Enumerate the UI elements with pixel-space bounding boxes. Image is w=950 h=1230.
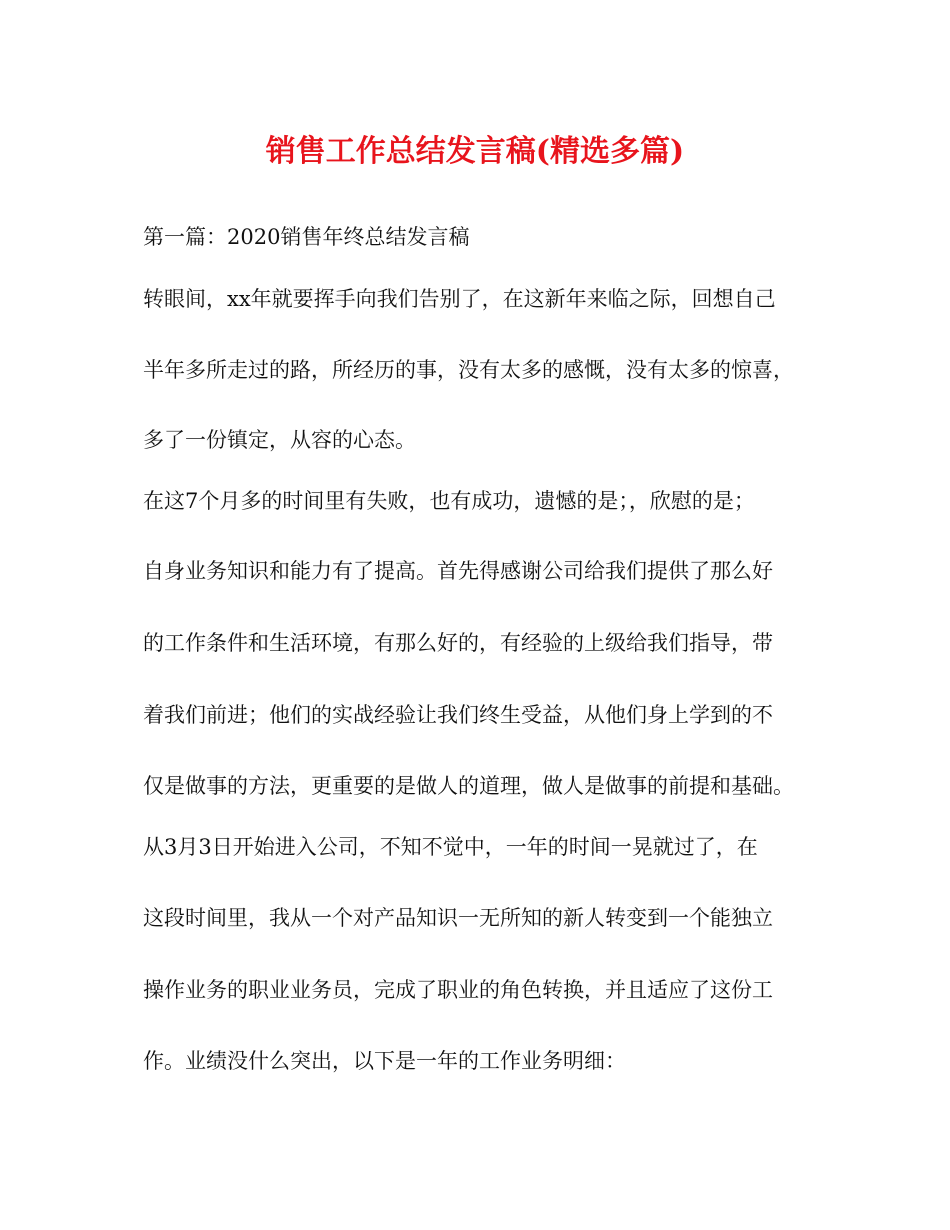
body-line: 作。业绩没什么突出，以下是一年的工作业务明细：: [143, 1049, 626, 1073]
body-line: 着我们前进；他们的实战经验让我们终生受益，从他们身上学到的不: [143, 703, 773, 727]
body-line: 在这7个月多的时间里有失败，也有成功，遗憾的是；，欣慰的是；: [143, 489, 755, 513]
body-line: 的工作条件和生活环境，有那么好的，有经验的上级给我们指导，带: [143, 631, 773, 655]
document-title: 销售工作总结发言稿(精选多篇): [265, 134, 685, 169]
body-line: 自身业务知识和能力有了提高。首先得感谢公司给我们提供了那么好: [143, 559, 773, 583]
body-line: 从3月3日开始进入公司，不知不觉中，一年的时间一晃就过了，在: [143, 835, 758, 859]
body-line: 仅是做事的方法，更重要的是做人的道理，做人是做事的前提和基础。: [143, 774, 794, 798]
section-heading: 第一篇：2020销售年终总结发言稿: [143, 225, 470, 249]
body-line: 转眼间，xx年就要挥手向我们告别了，在这新年来临之际，回想自己: [143, 287, 776, 311]
body-line: 操作业务的职业业务员，完成了职业的角色转换，并且适应了这份工: [143, 978, 773, 1002]
body-line: 半年多所走过的路，所经历的事，没有太多的感慨，没有太多的惊喜，: [143, 358, 794, 382]
body-line: 多了一份镇定，从容的心态。: [143, 428, 416, 452]
body-line: 这段时间里，我从一个对产品知识一无所知的新人转变到一个能独立: [143, 906, 773, 930]
